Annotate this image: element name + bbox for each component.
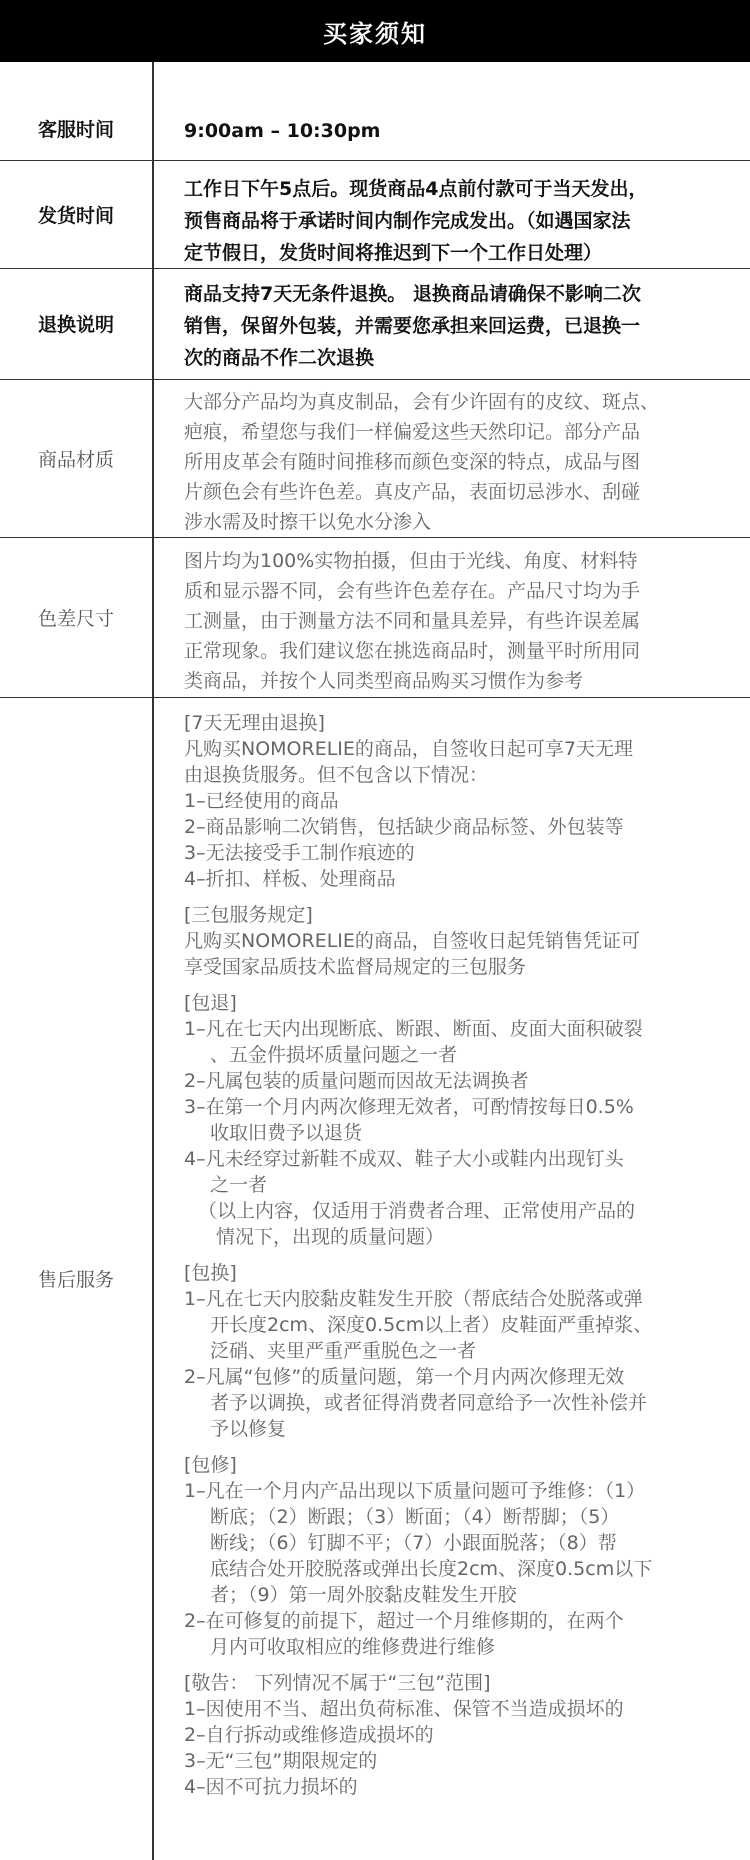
text-line: 工作日下午5点后。现货商品4点前付款可于当天发出， (184, 178, 648, 200)
text-line: 正常现象。我们建议您在挑选商品时，测量平时所用同 (184, 640, 641, 662)
text-line: 片颜色会有些许色差。真皮产品，表面切忌涉水、刮碰 (184, 481, 641, 503)
column-divider (152, 62, 154, 1860)
shipping-time-text (184, 173, 724, 269)
list-item: 1–已经使用的商品 (184, 790, 339, 812)
list-item: 3–在第一个月内两次修理无效者，可酌情按每日0.5% (184, 1096, 634, 1118)
section-three-guarantees (184, 902, 724, 980)
note-line: 情况下，出现的质量问题） (216, 1226, 445, 1248)
text-line: 疤痕，希望您与我们一样偏爱这些天然印记。部分产品 (184, 421, 641, 443)
list-item-continued: 收取旧费予以退货 (210, 1122, 363, 1144)
service-time-label: 客服时间 (37, 118, 114, 141)
text-line: 次的商品不作二次退换 (184, 347, 375, 369)
list-item-continued: 底结合处开胶脱落或弹出长度2cm、深度0.5cm以下 (210, 1558, 653, 1580)
list-item-continued: 断底；（2）断跟；（3）断面；（4）断帮脚；（5） (210, 1506, 620, 1528)
material-text (184, 387, 724, 537)
list-item: 3–无“三包”期限规定的 (184, 1750, 378, 1772)
list-item: 2–凡属包装的质量问题而因故无法调换者 (184, 1070, 529, 1092)
list-item-continued: 予以修复 (210, 1418, 287, 1440)
list-item-continued: 泛硝、夹里严重严重脱色之一者 (210, 1340, 477, 1362)
list-item: 4–折扣、样板、处理商品 (184, 868, 396, 890)
section-heading: [包换] (184, 1262, 237, 1284)
list-item: 2–凡属“包修”的质量问题，第一个月内两次修理无效 (184, 1366, 625, 1388)
service-time-value: 9:00am – 10:30pm (184, 120, 381, 142)
list-item: 2–自行拆动或维修造成损坏的 (184, 1724, 434, 1746)
color-size-label: 色差尺寸 (37, 607, 114, 630)
return-policy-label: 退换说明 (37, 314, 114, 336)
text-line: 由退换货服务。但不包含以下情况： (184, 764, 489, 786)
list-item: 4–因不可抗力损坏的 (184, 1776, 358, 1798)
list-item: 1–凡在七天内出现断底、断跟、断面、皮面大面积破裂 (184, 1018, 643, 1040)
list-item: 1–凡在七天内胶黏皮鞋发生开胶（帮底结合处脱落或弹 (184, 1288, 643, 1310)
text-line: 类商品，并按个人同类型商品购买习惯作为参考 (184, 670, 584, 692)
section-repair (184, 1452, 724, 1660)
list-item-continued: 断线；（6）钉脚不平；（7）小跟面脱落；（8）帮 (210, 1532, 617, 1554)
list-item: 2–商品影响二次销售，包括缺少商品标签、外包装等 (184, 816, 624, 838)
text-line: 质和显示器不同，会有些许色差存在。产品尺寸均为手 (184, 580, 641, 602)
text-line: 商品支持7天无条件退换。 退换商品请确保不影响二次 (184, 283, 641, 305)
text-line: 图片均为100%实物拍摄，但由于光线、角度、材料特 (184, 550, 638, 572)
list-item: 2–在可修复的前提下，超过一个月维修期的，在两个 (184, 1610, 624, 1632)
text-line: 定节假日，发货时间将推迟到下一个工作日处理） (184, 242, 603, 264)
text-line: 凡购买NOMORELIE的商品，自签收日起可享7天无理 (184, 738, 634, 760)
section-heading: [包修] (184, 1454, 237, 1476)
list-item: 3–无法接受手工制作痕迹的 (184, 842, 415, 864)
list-item: 1–凡在一个月内产品出现以下质量问题可予维修：（1） (184, 1480, 646, 1502)
section-exchange (184, 1260, 724, 1442)
section-refund (184, 990, 724, 1250)
text-line: 销售，保留外包装，并需要您承担来回运费，已退换一 (184, 315, 641, 337)
shipping-time-label: 发货时间 (37, 204, 114, 227)
section-heading: [敬告： 下列情况不属于“三包”范围] (184, 1672, 491, 1694)
section-heading: [7天无理由退换] (184, 712, 325, 734)
list-item-continued: 者予以调换，或者征得消费者同意给予一次性补偿并 (210, 1392, 648, 1414)
section-heading: [三包服务规定] (184, 904, 313, 926)
after-sales-text (184, 710, 724, 1800)
list-item-continued: 开长度2cm、深度0.5cm以上者）皮鞋面严重掉浆、 (210, 1314, 653, 1336)
note-line: （以上内容，仅适用于消费者合理、正常使用产品的 (198, 1200, 636, 1222)
material-label: 商品材质 (37, 448, 114, 471)
list-item-continued: 之一者 (210, 1174, 268, 1196)
section-7day (184, 710, 724, 892)
page-title: 买家须知 (0, 0, 750, 62)
return-policy-text (184, 278, 724, 374)
list-item: 1–因使用不当、超出负荷标准、保管不当造成损坏的 (184, 1698, 624, 1720)
list-item-continued: 月内可收取相应的维修费进行维修 (210, 1636, 496, 1658)
color-size-text (184, 546, 724, 696)
after-sales-label: 售后服务 (37, 1269, 114, 1291)
section-notice (184, 1670, 724, 1800)
section-heading: [包退] (184, 992, 237, 1014)
text-line: 预售商品将于承诺时间内制作完成发出。（如遇国家法 (184, 210, 631, 232)
list-item-continued: 、五金件损坏质量问题之一者 (210, 1044, 458, 1066)
text-line: 所用皮革会有随时间推移而颜色变深的特点，成品与图 (184, 451, 641, 473)
text-line: 享受国家品质技术监督局规定的三包服务 (184, 956, 527, 978)
text-line: 大部分产品均为真皮制品，会有少许固有的皮纹、斑点、 (184, 391, 660, 413)
list-item: 4–凡未经穿过新鞋不成双、鞋子大小或鞋内出现钉头 (184, 1148, 624, 1170)
text-line: 工测量，由于测量方法不同和量具差异，有些许误差属 (184, 610, 641, 632)
list-item-continued: 者；（9）第一周外胶黏皮鞋发生开胶 (210, 1584, 517, 1606)
text-line: 涉水需及时擦干以免水分渗入 (184, 511, 432, 533)
text-line: 凡购买NOMORELIE的商品，自签收日起凭销售凭证可 (184, 930, 640, 952)
